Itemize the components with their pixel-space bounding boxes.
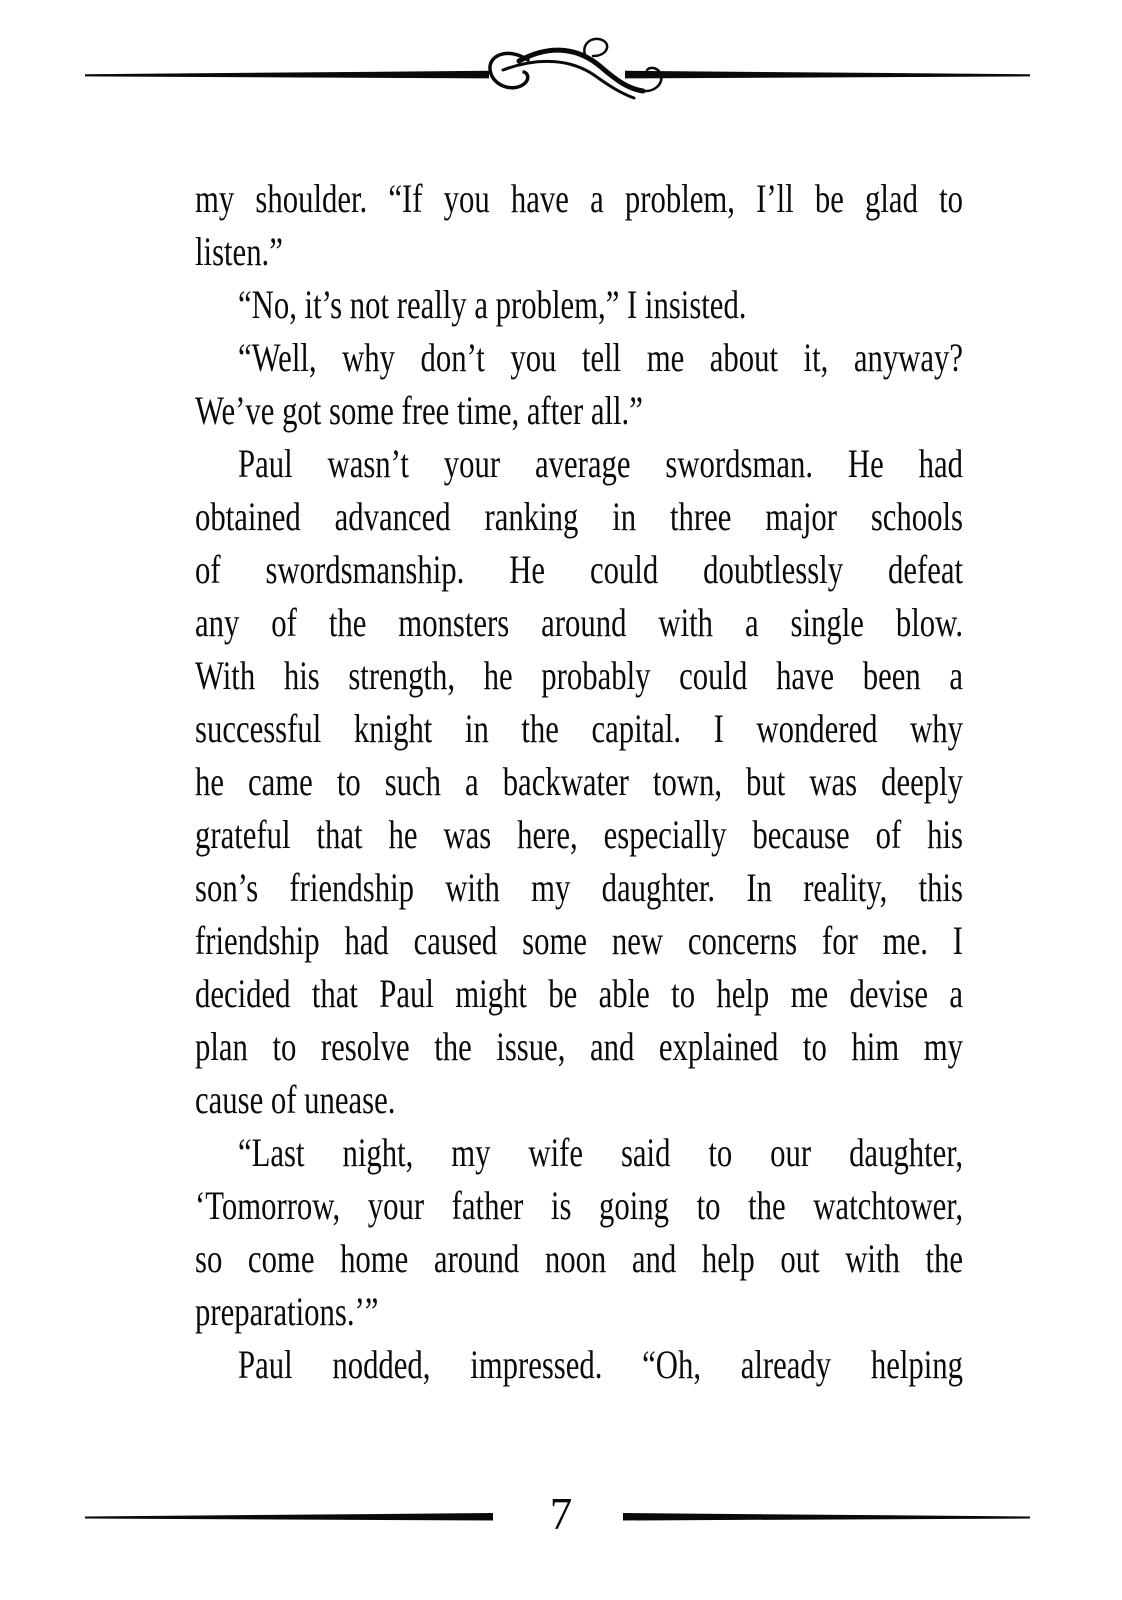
text-line: grateful that he was here, especially because of his xyxy=(195,812,963,857)
text-line: successful knight in the capital. I wondered why xyxy=(195,706,963,751)
text-line: my shoulder. “If you have a problem, I’ll be glad to xyxy=(195,176,963,221)
text-line: son’s friendship with my daughter. In reality, this xyxy=(195,865,963,910)
text-line: Paul wasn’t your average swordsman. He had xyxy=(238,441,963,486)
text-line: decided that Paul might be able to help me devise a xyxy=(195,971,963,1016)
text-line: ‘Tomorrow, your father is going to the watchtower, xyxy=(195,1183,963,1228)
header-rule-right xyxy=(625,71,1030,79)
text-line: obtained advanced ranking in three major schools xyxy=(195,494,963,539)
header-rule-left xyxy=(85,71,489,79)
flourish-icon xyxy=(490,39,661,98)
text-line: plan to resolve the issue, and explained to him my xyxy=(195,1024,963,1069)
text-line: listen.” xyxy=(195,229,283,274)
text-line: friendship had caused some new concerns for me. I xyxy=(195,918,963,963)
text-line: “Last night, my wife said to our daughter, xyxy=(238,1130,963,1175)
page-number: 7 xyxy=(549,1489,573,1539)
text-line: cause of unease. xyxy=(195,1077,396,1122)
text-line: so come home around noon and help out with the xyxy=(195,1236,963,1281)
text-line: he came to such a backwater town, but was deeply xyxy=(195,759,963,804)
text-line: “No, it’s not really a problem,” I insisted. xyxy=(238,282,747,327)
text-block xyxy=(195,172,963,1391)
text-line: With his strength, he probably could have been a xyxy=(195,653,963,698)
text-line: of swordsmanship. He could doubtlessly defeat xyxy=(195,547,963,592)
text-line: preparations.’” xyxy=(195,1289,379,1334)
text-line: Paul nodded, impressed. “Oh, already helping xyxy=(238,1342,963,1387)
header-divider xyxy=(0,0,1122,140)
text-line: “Well, why don’t you tell me about it, anyway? xyxy=(238,335,963,380)
text-line: We’ve got some free time, after all.” xyxy=(195,388,643,433)
text-line: any of the monsters around with a single blow. xyxy=(195,600,963,645)
